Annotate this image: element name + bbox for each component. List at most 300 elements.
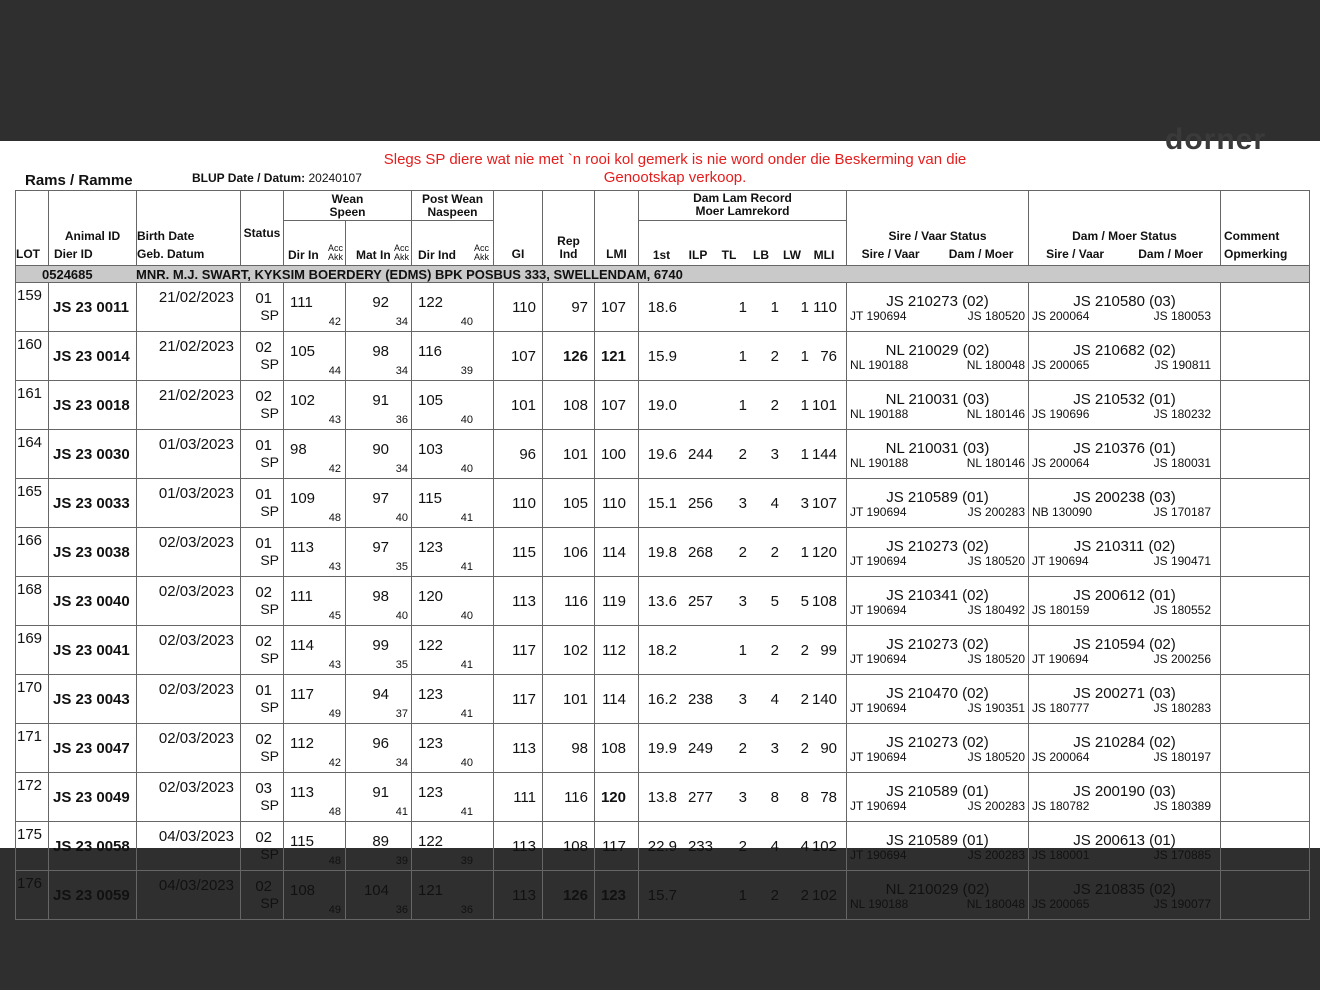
comment-cell — [1221, 773, 1310, 822]
sire-id: JS 210273 (02) — [886, 635, 989, 653]
dir-ind-cell — [412, 675, 494, 724]
status-flag: SP — [260, 454, 279, 470]
rep-ind-cell — [543, 332, 595, 381]
mat-in-value: 92 — [372, 294, 389, 311]
lot-number: 159 — [17, 287, 43, 304]
acc-label: Acc — [393, 243, 409, 253]
dam-status-cell — [1029, 626, 1221, 675]
lw-value: 2 — [800, 886, 809, 904]
mat-in-value: 91 — [372, 784, 389, 801]
rep-ind-cell — [543, 577, 595, 626]
owner-cell — [16, 266, 1310, 283]
owner-code: 0524685 — [42, 266, 93, 282]
animal-id-cell — [49, 381, 137, 430]
birth-date: 02/03/2023 — [158, 681, 234, 698]
first-header: 1st — [652, 248, 671, 262]
sire-id: NL 210031 (03) — [885, 390, 990, 408]
mat-in-value: 97 — [372, 539, 389, 556]
rep-ind-value: 105 — [562, 494, 588, 512]
mat-in-value: 94 — [372, 686, 389, 703]
gi-header: GI — [511, 247, 525, 261]
status-cell — [241, 822, 284, 871]
status-flag: SP — [260, 405, 279, 421]
dam-id: JS 200612 (01) — [1073, 586, 1176, 604]
dir-ind-cell — [412, 773, 494, 822]
gi-value: 113 — [512, 837, 536, 855]
sire-sire-id: JT 190694 — [850, 504, 907, 519]
lot-cell — [16, 626, 49, 675]
lot-number: 172 — [17, 777, 43, 794]
sire-dam-id: NL 180146 — [966, 455, 1025, 470]
dam-id: JS 210580 (03) — [1073, 292, 1176, 310]
dir-in-cell — [284, 430, 346, 479]
lot-number: 175 — [17, 826, 43, 843]
dam-dam-id: JS 190077 — [1153, 896, 1211, 911]
comment-header: Comment — [1224, 229, 1280, 243]
dir-ind-value: 123 — [418, 784, 444, 801]
animal-id: JS 23 0043 — [53, 690, 130, 708]
birth-date-cell — [137, 479, 241, 528]
birth-date-header: Birth Date — [137, 229, 195, 243]
rep-ind-value: 116 — [564, 788, 588, 806]
lot-cell — [16, 528, 49, 577]
comment-cell — [1221, 479, 1310, 528]
rep-ind-value: 116 — [564, 592, 588, 610]
lot-number: 170 — [17, 679, 43, 696]
birth-date-cell — [137, 381, 241, 430]
lot-cell — [16, 381, 49, 430]
lw-value: 1 — [800, 445, 809, 463]
sire-vaar-header: Sire / Vaar — [1046, 247, 1105, 261]
lot-cell — [16, 332, 49, 381]
lb-value: 3 — [770, 739, 779, 757]
dam-moer-header: Dam / Moer — [1138, 247, 1203, 261]
status-flag: SP — [260, 650, 279, 666]
dam-id: JS 200190 (03) — [1073, 782, 1176, 800]
gi-value: 101 — [510, 396, 536, 414]
first-value: 18.2 — [647, 641, 677, 659]
dam-status-header: Dam / Moer Status — [1072, 229, 1177, 243]
lmi-cell — [595, 675, 639, 724]
dir-ind-acc: 41 — [460, 512, 473, 524]
mli-value: 102 — [811, 886, 837, 904]
lmi-cell — [595, 871, 639, 920]
lot-cell — [16, 822, 49, 871]
dir-in-value: 115 — [290, 833, 314, 850]
animal-id: JS 23 0058 — [53, 837, 130, 855]
dam-sire-id: JS 180782 — [1032, 798, 1090, 813]
animal-id: JS 23 0049 — [53, 788, 130, 806]
col-birth-date — [137, 191, 241, 266]
mli-value: 108 — [811, 592, 837, 610]
animal-id: JS 23 0014 — [53, 347, 130, 365]
gi-value: 113 — [512, 739, 536, 757]
dir-in-cell — [284, 773, 346, 822]
mat-in-cell — [346, 822, 412, 871]
dam-sire-id: JT 190694 — [1032, 553, 1089, 568]
sire-status-cell — [847, 871, 1029, 920]
status-cell — [241, 283, 284, 332]
lw-value: 5 — [800, 592, 809, 610]
dam-sire-id: JS 200065 — [1032, 896, 1090, 911]
mat-in-cell — [346, 479, 412, 528]
dam-status-cell — [1029, 332, 1221, 381]
lmi-cell — [595, 479, 639, 528]
status-cell — [241, 577, 284, 626]
dir-in-value: 108 — [290, 882, 316, 899]
sire-vaar-header: Sire / Vaar — [861, 247, 920, 261]
status-code: 01 — [255, 437, 272, 454]
gi-value: 96 — [519, 445, 536, 463]
mat-in-cell — [346, 283, 412, 332]
ilp-value: 257 — [687, 592, 713, 610]
sire-status-cell — [847, 381, 1029, 430]
sire-status-cell — [847, 675, 1029, 724]
ilp-value: 268 — [687, 543, 713, 561]
col-comment — [1221, 191, 1310, 266]
animal-id: JS 23 0011 — [53, 298, 129, 316]
dam-sire-id: JS 180001 — [1032, 847, 1090, 862]
mat-in-cell — [346, 381, 412, 430]
sire-id: JS 210273 (02) — [886, 733, 989, 751]
birth-date: 21/02/2023 — [158, 338, 234, 355]
dir-in-cell — [284, 822, 346, 871]
mat-in-acc: 40 — [395, 512, 408, 524]
dir-in-acc: 45 — [328, 610, 341, 622]
dir-ind-value: 123 — [418, 735, 444, 752]
mat-in-cell — [346, 626, 412, 675]
lot-cell — [16, 871, 49, 920]
rep-ind-cell — [543, 724, 595, 773]
dir-ind-value: 121 — [418, 882, 444, 899]
animal-id-cell — [49, 283, 137, 332]
rep-header: Rep — [557, 234, 580, 248]
status-flag: SP — [260, 895, 279, 911]
sire-dam-id: JS 200283 — [967, 847, 1025, 862]
rep-ind-cell — [543, 283, 595, 332]
lot-number: 166 — [17, 532, 43, 549]
status-flag: SP — [260, 552, 279, 568]
gi-value: 113 — [512, 886, 536, 904]
dam-lam-cell — [639, 479, 847, 528]
sire-id: JS 210589 (01) — [886, 831, 989, 849]
sire-dam-id: JS 180520 — [967, 749, 1025, 764]
mat-in-acc: 34 — [395, 316, 408, 328]
comment-cell — [1221, 283, 1310, 332]
mat-in-acc: 41 — [395, 806, 408, 818]
dir-ind-cell — [412, 871, 494, 920]
gi-value: 111 — [513, 788, 536, 806]
dir-in-value: 98 — [290, 441, 307, 458]
first-value: 19.9 — [647, 739, 677, 757]
animal-id-cell — [49, 822, 137, 871]
dir-in-value: 105 — [290, 343, 316, 360]
dam-status-cell — [1029, 528, 1221, 577]
lmi-cell — [595, 381, 639, 430]
dir-in-cell — [284, 871, 346, 920]
dir-in-value: 117 — [290, 686, 314, 703]
dir-in-acc: 48 — [328, 806, 341, 818]
status-code: 02 — [255, 829, 272, 846]
dir-ind-acc: 41 — [460, 659, 473, 671]
first-value: 15.1 — [647, 494, 677, 512]
status-code: 02 — [255, 388, 272, 405]
mat-in-acc: 36 — [395, 904, 408, 916]
status-code: 01 — [255, 682, 272, 699]
sire-id: JS 210273 (02) — [886, 292, 989, 310]
status-cell — [241, 626, 284, 675]
dam-lam-cell — [639, 430, 847, 479]
gi-cell — [494, 822, 543, 871]
sire-dam-id: JS 180492 — [967, 602, 1025, 617]
birth-date: 04/03/2023 — [158, 828, 234, 845]
animal-id-cell — [49, 626, 137, 675]
sire-status-cell — [847, 724, 1029, 773]
dir-in-cell — [284, 577, 346, 626]
mat-in-acc: 36 — [395, 414, 408, 426]
first-value: 19.0 — [647, 396, 677, 414]
blup-value: 20240107 — [308, 171, 362, 185]
dam-dam-id: JS 180283 — [1153, 700, 1211, 715]
ind-header: Ind — [559, 247, 578, 261]
lmi-cell — [595, 773, 639, 822]
dir-ind-acc: 40 — [460, 414, 473, 426]
rep-ind-value: 101 — [562, 690, 588, 708]
dir-in-cell — [284, 528, 346, 577]
lw-value: 1 — [800, 347, 809, 365]
lmi-cell — [595, 724, 639, 773]
lb-value: 2 — [770, 641, 779, 659]
dam-dam-id: JS 180232 — [1153, 406, 1211, 421]
first-value: 13.6 — [647, 592, 677, 610]
rep-ind-value: 106 — [562, 543, 588, 561]
tl-value: 1 — [738, 641, 747, 659]
dam-id: JS 210532 (01) — [1073, 390, 1176, 408]
lmi-value: 114 — [602, 690, 626, 708]
gi-cell — [494, 724, 543, 773]
mat-in-cell — [346, 577, 412, 626]
lw-value: 2 — [800, 641, 809, 659]
lmi-value: 119 — [602, 592, 626, 610]
animal-id: JS 23 0041 — [53, 641, 130, 659]
animal-id: JS 23 0038 — [53, 543, 130, 561]
col-rep-ind — [543, 191, 595, 266]
rep-ind-cell — [543, 479, 595, 528]
opmerking-header: Opmerking — [1224, 247, 1288, 261]
lot-cell — [16, 430, 49, 479]
mat-in-acc: 39 — [395, 855, 408, 867]
dir-ind-acc: 41 — [460, 708, 473, 720]
dir-ind-value: 115 — [418, 490, 442, 507]
lw-value: 4 — [800, 837, 809, 855]
lmi-value: 117 — [602, 837, 626, 855]
table-row — [16, 332, 1310, 381]
dam-dam-id: JS 200256 — [1153, 651, 1211, 666]
lb-value: 1 — [770, 298, 779, 316]
owner-name: MNR. M.J. SWART, KYKSIM BOERDERY (EDMS) BPK POSBUS 333, SWELLENDAM, 6740 — [136, 266, 683, 282]
status-code: 01 — [255, 535, 272, 552]
dir-in-acc: 44 — [328, 365, 341, 377]
lmi-value: 123 — [600, 886, 626, 904]
status-header: Status — [243, 225, 281, 240]
mat-in-value: 104 — [363, 882, 389, 899]
lmi-value: 100 — [600, 445, 626, 463]
post-wean-header: Post Wean — [421, 192, 484, 206]
rep-ind-cell — [543, 626, 595, 675]
mli-value: 107 — [811, 494, 837, 512]
dam-sire-id: JT 190694 — [1032, 651, 1089, 666]
brand-logo: dorner — [1165, 123, 1267, 156]
lw-value: 2 — [800, 690, 809, 708]
dam-lam-cell — [639, 577, 847, 626]
dam-status-cell — [1029, 773, 1221, 822]
lot-cell — [16, 675, 49, 724]
birth-date: 02/03/2023 — [158, 534, 234, 551]
sire-dam-id: NL 180048 — [966, 896, 1025, 911]
rep-ind-value: 102 — [562, 641, 588, 659]
rep-ind-value: 98 — [571, 739, 588, 757]
rep-ind-value: 108 — [562, 837, 588, 855]
mat-in-acc: 40 — [395, 610, 408, 622]
lb-value: 2 — [770, 886, 779, 904]
status-code: 01 — [255, 486, 272, 503]
dir-ind-value: 103 — [418, 441, 444, 458]
status-cell — [241, 528, 284, 577]
sire-sire-id: JT 190694 — [850, 798, 907, 813]
dir-ind-acc: 39 — [460, 855, 473, 867]
dir-in-header: Dir In — [288, 248, 319, 262]
table-row — [16, 871, 1310, 920]
status-flag: SP — [260, 748, 279, 764]
akk-label: Akk — [327, 252, 343, 262]
dir-ind-cell — [412, 822, 494, 871]
dam-lam-cell — [639, 675, 847, 724]
sire-status-cell — [847, 577, 1029, 626]
birth-date-cell — [137, 528, 241, 577]
animal-id: JS 23 0040 — [53, 592, 130, 610]
mat-in-cell — [346, 871, 412, 920]
table-row — [16, 381, 1310, 430]
dir-in-acc: 49 — [328, 904, 341, 916]
table-row — [16, 626, 1310, 675]
tl-value: 2 — [738, 445, 747, 463]
lb-value: 3 — [770, 445, 779, 463]
ilp-header: ILP — [688, 248, 708, 262]
mat-in-value: 98 — [372, 343, 389, 360]
lot-cell — [16, 724, 49, 773]
status-code: 03 — [255, 780, 272, 797]
status-cell — [241, 675, 284, 724]
comment-cell — [1221, 528, 1310, 577]
lb-value: 4 — [770, 690, 779, 708]
dir-in-acc: 43 — [328, 659, 341, 671]
sire-sire-id: NL 190188 — [850, 357, 909, 372]
dam-sire-id: NB 130090 — [1032, 504, 1093, 519]
dam-status-cell — [1029, 283, 1221, 332]
dir-ind-value: 123 — [418, 686, 444, 703]
tl-value: 2 — [738, 739, 747, 757]
sire-dam-id: JS 180520 — [967, 308, 1025, 323]
sire-sire-id: JT 190694 — [850, 651, 907, 666]
tl-value: 3 — [738, 690, 747, 708]
birth-date-cell — [137, 724, 241, 773]
birth-date: 21/02/2023 — [158, 387, 234, 404]
sire-sire-id: JT 190694 — [850, 749, 907, 764]
gi-cell — [494, 381, 543, 430]
animal-id-header: Animal ID — [64, 229, 121, 243]
akk-label: Akk — [473, 252, 489, 262]
lmi-cell — [595, 577, 639, 626]
status-flag: SP — [260, 699, 279, 715]
naspeen-header: Naspeen — [427, 205, 478, 219]
animal-id-cell — [49, 724, 137, 773]
col-animal-id — [49, 191, 137, 266]
lmi-cell — [595, 332, 639, 381]
gi-value: 117 — [512, 641, 536, 659]
lot-cell — [16, 577, 49, 626]
dam-sire-id: JS 200064 — [1032, 455, 1090, 470]
lb-value: 2 — [770, 396, 779, 414]
catalogue-sheet — [0, 123, 1320, 916]
mat-in-cell — [346, 528, 412, 577]
first-value: 16.2 — [647, 690, 677, 708]
status-code: 02 — [255, 584, 272, 601]
sire-id: NL 210029 (02) — [885, 341, 990, 359]
birth-date: 02/03/2023 — [158, 632, 234, 649]
dam-dam-id: JS 180389 — [1153, 798, 1211, 813]
animal-id: JS 23 0030 — [53, 445, 130, 463]
gi-cell — [494, 332, 543, 381]
animal-id-cell — [49, 479, 137, 528]
acc-label: Acc — [473, 243, 489, 253]
animal-id-cell — [49, 577, 137, 626]
first-value: 13.8 — [647, 788, 677, 806]
dir-ind-value: 120 — [418, 588, 444, 605]
lb-value: 5 — [770, 592, 779, 610]
ilp-value: 238 — [687, 690, 713, 708]
lw-value: 1 — [800, 298, 809, 316]
dir-ind-header: Dir Ind — [418, 248, 456, 262]
mat-in-cell — [346, 430, 412, 479]
col-dam-status — [1029, 191, 1221, 266]
dam-status-cell — [1029, 822, 1221, 871]
col-status — [241, 191, 284, 266]
tl-value: 1 — [738, 298, 747, 316]
gi-cell — [494, 675, 543, 724]
animal-id-cell — [49, 528, 137, 577]
status-flag: SP — [260, 797, 279, 813]
gi-value: 107 — [510, 347, 536, 365]
dir-in-acc: 42 — [328, 463, 341, 475]
lmi-value: 107 — [600, 298, 626, 316]
mat-in-value: 91 — [372, 392, 389, 409]
dir-ind-value: 122 — [418, 294, 444, 311]
lw-value: 1 — [800, 543, 809, 561]
dam-lam-cell — [639, 822, 847, 871]
dir-ind-acc: 40 — [460, 757, 473, 769]
sire-status-cell — [847, 528, 1029, 577]
lot-cell — [16, 283, 49, 332]
dir-ind-cell — [412, 528, 494, 577]
mat-in-cell — [346, 675, 412, 724]
dir-ind-cell — [412, 577, 494, 626]
sire-sire-id: JT 190694 — [850, 847, 907, 862]
comment-cell — [1221, 626, 1310, 675]
mat-in-cell — [346, 332, 412, 381]
dir-in-value: 111 — [290, 588, 313, 605]
mat-in-value: 90 — [372, 441, 389, 458]
col-sire-status — [847, 191, 1029, 266]
